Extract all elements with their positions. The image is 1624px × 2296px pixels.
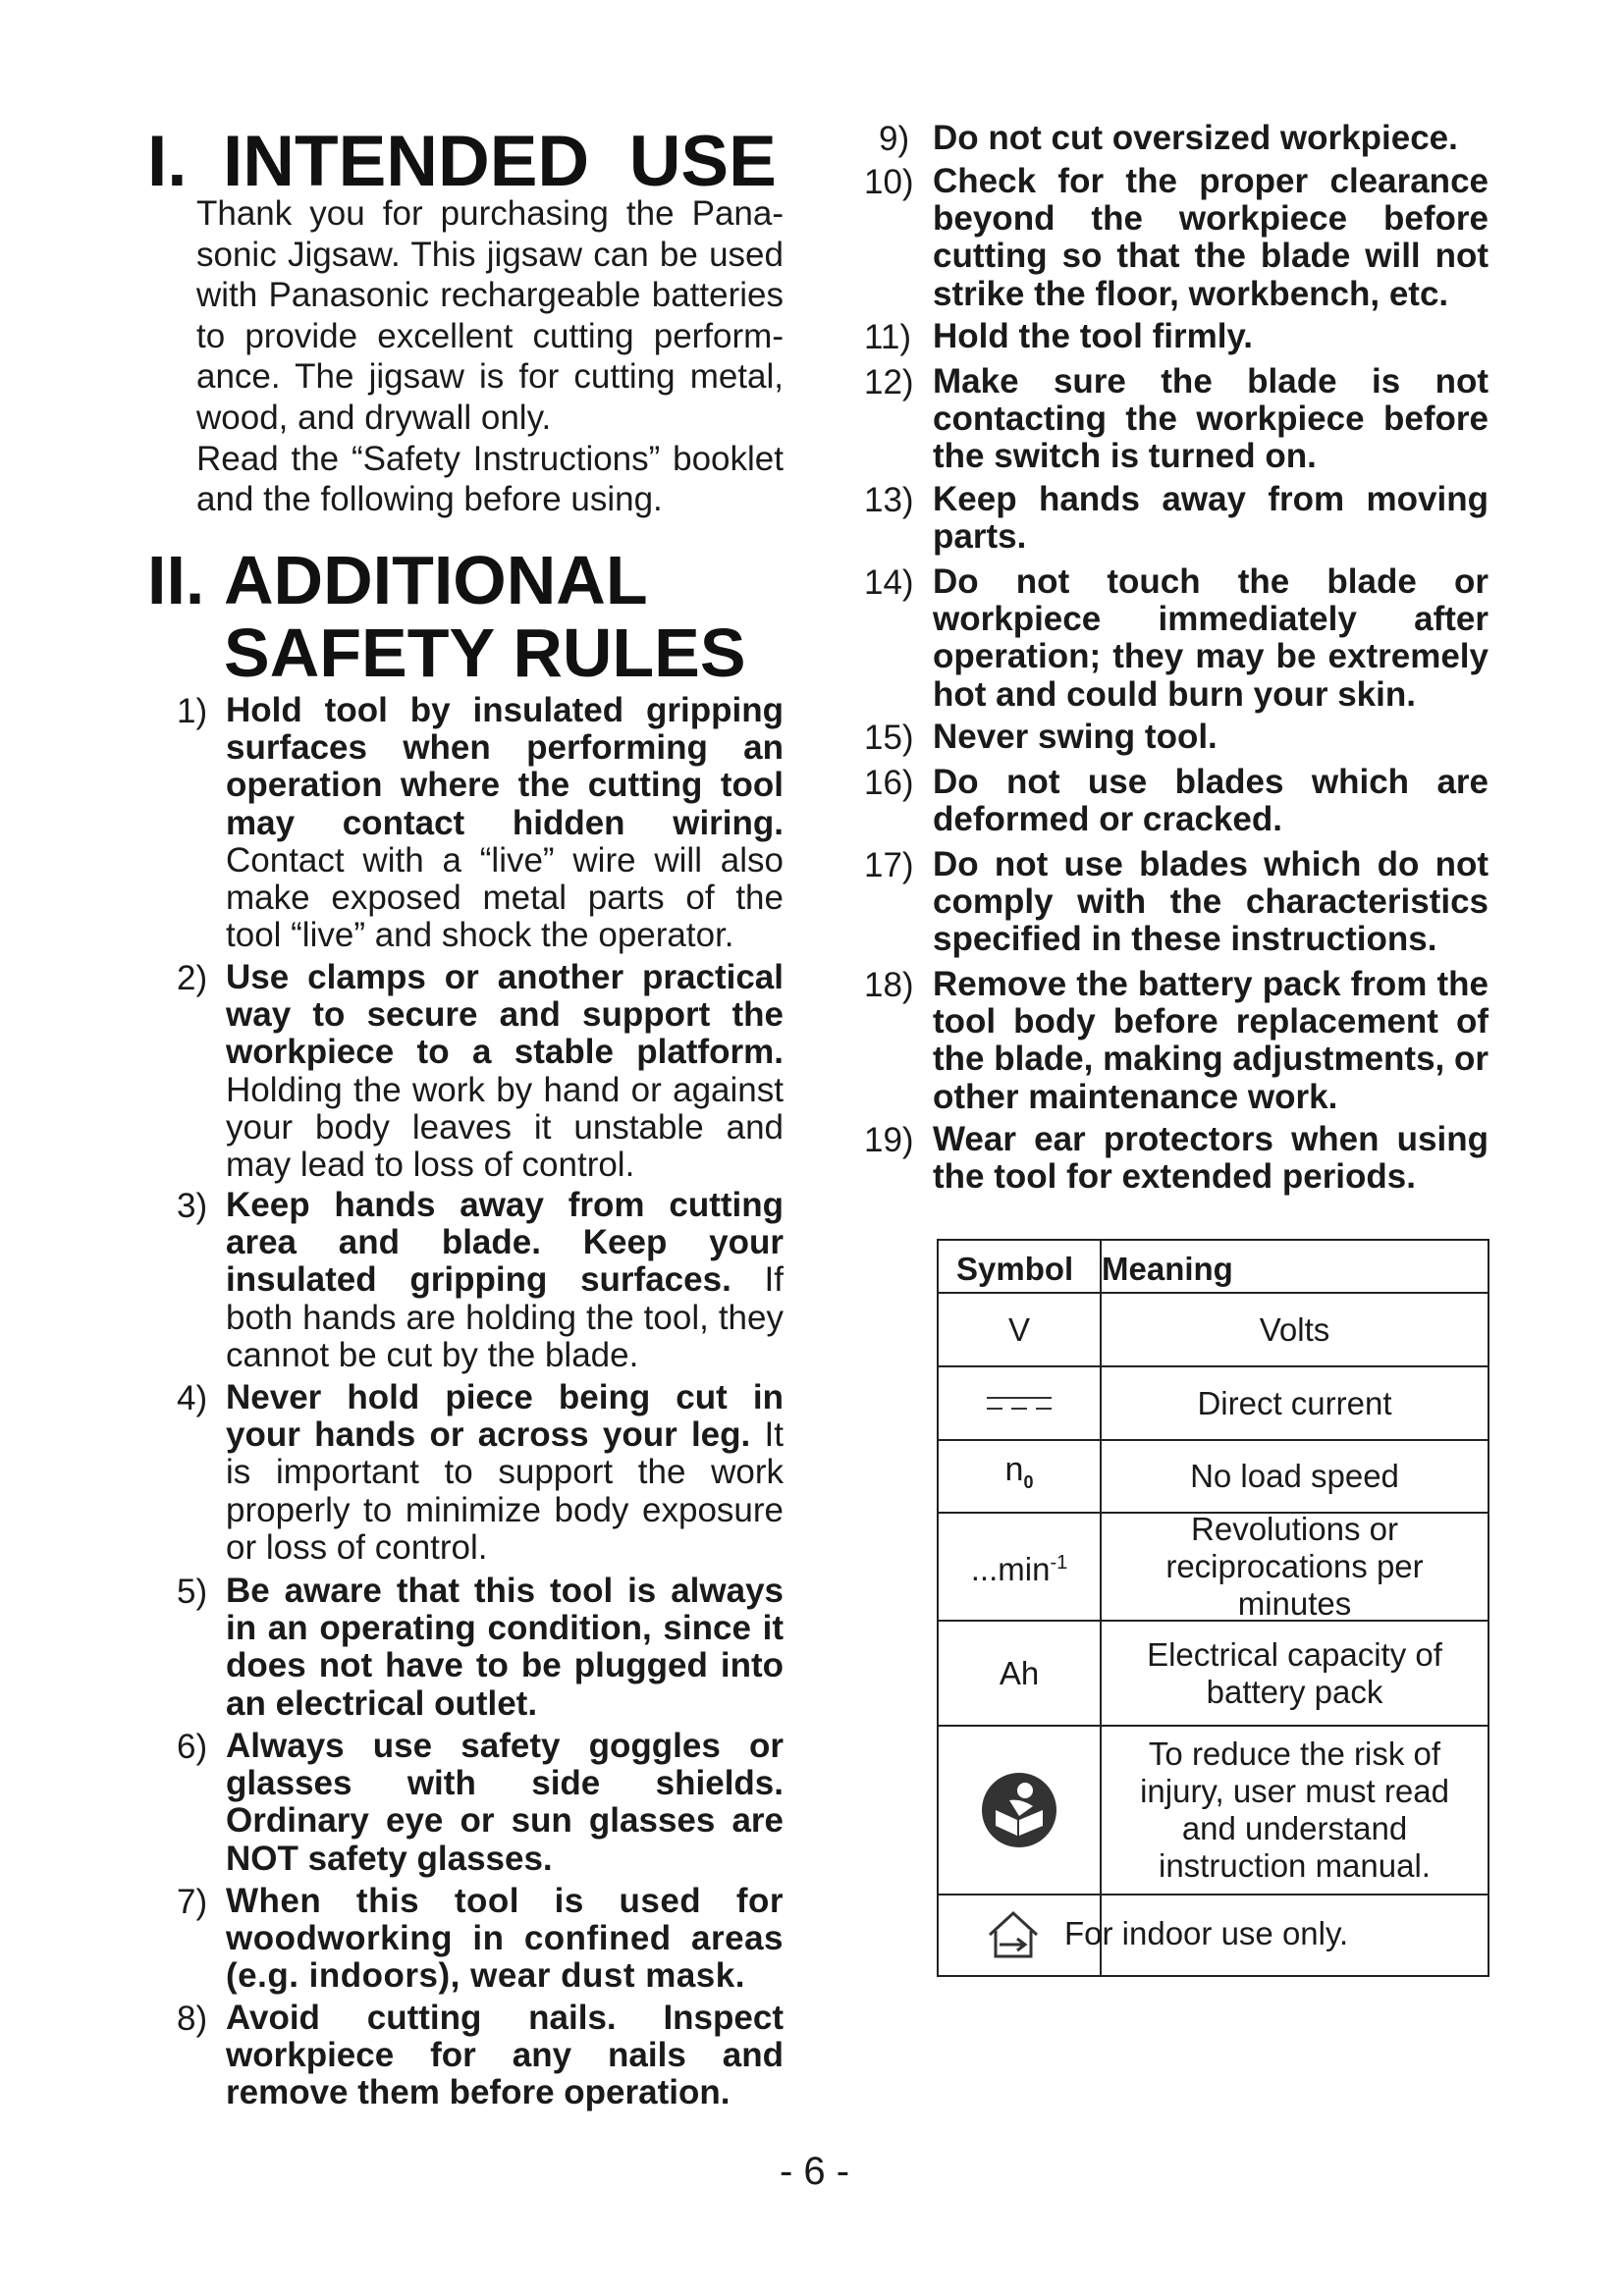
rule-text (226, 1187, 784, 1374)
meaning-cell (1100, 1367, 1488, 1439)
rule-text (933, 481, 1489, 556)
rule-number: 2) (177, 959, 208, 997)
symbol-cell (939, 1441, 1100, 1512)
section-2-heading (147, 542, 785, 693)
rule-bold-text: Always use safety goggles or glasses with side shields. Ordinary eye or sun glasses are NOT safety glasses. (226, 1727, 784, 1878)
meaning-text: Electrical capacity of battery pack (1147, 1635, 1442, 1710)
rule-number: 10) (864, 163, 914, 201)
intro-line: wood, and drywall only. (196, 398, 552, 437)
rule-number: 4) (177, 1379, 208, 1417)
meaning-cell (1100, 1441, 1488, 1512)
rule-bold-text: Keep hands away from moving parts. (933, 480, 1489, 557)
rule-number: 17) (864, 846, 914, 884)
rule-number: 7) (177, 1883, 208, 1921)
meaning-cell (1100, 1622, 1488, 1725)
rule-text (226, 959, 784, 1184)
rule-text (933, 318, 1489, 355)
rule-number: 18) (864, 966, 914, 1004)
intro-line: Read the “Safety Instructions” booklet (196, 439, 784, 478)
table-row (939, 1365, 1488, 1439)
rule-bold-text: Check for the proper clearance beyond the workpiece before cutting so that the blade will not strike the floor, workbench, etc. (933, 162, 1489, 313)
section-1-title: INTENDED USE (223, 122, 777, 201)
rule-number: 5) (177, 1573, 208, 1611)
header-symbol: Symbol (956, 1251, 1074, 1287)
rule-text (933, 563, 1489, 714)
rule-number: 9) (879, 120, 910, 158)
table-row (939, 1620, 1488, 1725)
direct-current-icon (985, 1392, 1054, 1415)
rule-number: 8) (177, 2000, 208, 2038)
rule-bold-text: Make sure the blade is not contacting the workpiece before the switch is turned on. (933, 362, 1489, 476)
rule-bold-text: When this tool is used for woodworking in confined areas (e.g. indoors), wear dust mask. (226, 1882, 784, 1996)
rule-bold-text: Be aware that this tool is always in an operating condition, since it does not have to be plugged into an electrical outlet. (226, 1572, 784, 1723)
rule-text (933, 163, 1489, 313)
rule-number: 16) (864, 764, 914, 802)
rule-text (226, 2000, 784, 2112)
rule-number: 6) (177, 1728, 208, 1766)
symbol-table-header (939, 1241, 1488, 1292)
rule-text (226, 1379, 784, 1567)
meaning-text: To reduce the risk of injury, user must read and understand instruction manual. (1140, 1735, 1449, 1884)
intro-line: sonic Jigsaw. This jigsaw can be used (196, 235, 784, 274)
rule-normal-text: Contact with a “live” wire will also make exposed metal parts of the tool “live” and shock the operator. (226, 840, 784, 955)
rule-normal-text: If both hands are holding the tool, they cannot be cut by the blade. (226, 1260, 784, 1374)
rule-normal-text: It is important to support the work properly to minimize body exposure or loss of control. (226, 1415, 784, 1567)
rule-text (933, 120, 1567, 157)
header-meaning: Meaning (1102, 1251, 1233, 1287)
header-divider (1100, 1241, 1102, 1292)
table-row (939, 1292, 1488, 1365)
rule-number: 13) (864, 481, 914, 519)
symbol-cell (939, 1622, 1100, 1725)
table-row (939, 1439, 1488, 1512)
meaning-cell (1100, 1511, 1488, 1622)
rule-number: 19) (864, 1121, 914, 1159)
rule-number: 1) (177, 692, 208, 730)
rule-number: 14) (864, 563, 914, 602)
intro-line: to provide excellent cutting perform- (196, 316, 784, 355)
section-2-title-line1: ADDITIONAL (224, 542, 648, 618)
meaning-text: Volts (1259, 1310, 1330, 1348)
section-1-heading (147, 122, 785, 204)
rule-normal-text: Holding the work by hand or against your body leaves it unstable and may lead to loss of control. (226, 1070, 784, 1185)
rule-bold-text: Do not use blades which do not comply with the characteristics specified in these instructions. (933, 845, 1489, 959)
rule-number: 15) (864, 719, 914, 757)
symbol-cell (939, 1727, 1100, 1894)
section-2-number: II. (147, 542, 205, 618)
rule-text (226, 692, 784, 954)
symbol-table (937, 1239, 1489, 1977)
rule-text (226, 1573, 784, 1723)
symbol-cell (939, 1367, 1100, 1439)
rule-bold-text: Keep hands away from cutting area and blade. Keep your insulated gripping surfaces. (226, 1186, 784, 1300)
intro-line: and the following before using. (196, 480, 663, 519)
rule-bold-text: Never hold piece being cut in your hands or across your leg. (226, 1378, 784, 1455)
no-load-speed-symbol: $n_0$ (1004, 1450, 1034, 1492)
symbol-cell (939, 1294, 1100, 1365)
rule-number: 11) (864, 318, 911, 356)
indoor-use-text: For indoor use only. (1064, 1915, 1349, 1951)
symbol-cell (939, 1514, 1100, 1620)
page-number: - 6 - (780, 2150, 850, 2193)
table-row (939, 1512, 1488, 1620)
rule-text (933, 966, 1489, 1116)
rule-bold-text: Hold the tool firmly. (933, 317, 1254, 355)
rule-bold-text: Never swing tool. (933, 718, 1218, 756)
rule-bold-text: Remove the battery pack from the tool body before replacement of the blade, making adjustments, or other maintenance work. (933, 965, 1489, 1116)
rule-text (226, 1883, 784, 1996)
rule-text (933, 846, 1489, 959)
rule-bold-text: Wear ear protectors when using the tool for extended periods. (933, 1120, 1489, 1197)
rule-number: 3) (177, 1187, 208, 1225)
meaning-text: No load speed (1190, 1458, 1399, 1495)
indoor-use-icon (986, 1909, 1041, 1960)
rule-bold-text: Do not touch the blade or workpiece immediately after operation; they may be extremely hot and could burn your skin. (933, 562, 1489, 714)
rule-text (226, 1728, 784, 1878)
rule-text (933, 1121, 1489, 1196)
intro-line: with Panasonic rechargeable batteries (196, 276, 784, 315)
rule-text (933, 764, 1489, 838)
per-minute-symbol: $...\min^{-1}$ (970, 1551, 1068, 1588)
rule-bold-text: Do not cut oversized workpiece. (933, 119, 1458, 157)
section-2-title-line2: SAFETY RULES (224, 614, 746, 691)
rule-number: 12) (864, 363, 914, 401)
read-manual-icon (980, 1771, 1058, 1849)
table-row (939, 1894, 1488, 1975)
meaning-text: Direct current (1197, 1384, 1392, 1421)
intro-line: Thank you for purchasing the Pana- (196, 194, 784, 233)
rule-bold-text: Use clamps or another practical way to secure and support the workpiece to a stable platform. (226, 958, 784, 1072)
rule-text (933, 719, 1489, 756)
rule-text (933, 363, 1489, 476)
table-row (939, 1725, 1488, 1894)
meaning-text: Revolutions or reciprocations per minutes (1165, 1511, 1424, 1622)
meaning-cell (1100, 1727, 1488, 1894)
section-1-number: I. (147, 122, 188, 201)
rule-bold-text: Hold tool by insulated gripping surfaces when performing an operation where the cutting tool may contact hidden wiring. (226, 691, 784, 842)
rule-bold-text: Do not use blades which are deformed or cracked. (933, 763, 1489, 839)
volts-symbol: V (1007, 1310, 1030, 1348)
meaning-cell (1100, 1294, 1488, 1365)
intended-use-text (196, 193, 784, 520)
amp-hour-symbol: Ah (999, 1654, 1040, 1691)
intro-line: ance. The jigsaw is for cutting metal, (196, 357, 784, 397)
rule-bold-text: Avoid cutting nails. Inspect workpiece for any nails and remove them before operation. (226, 1999, 784, 2112)
